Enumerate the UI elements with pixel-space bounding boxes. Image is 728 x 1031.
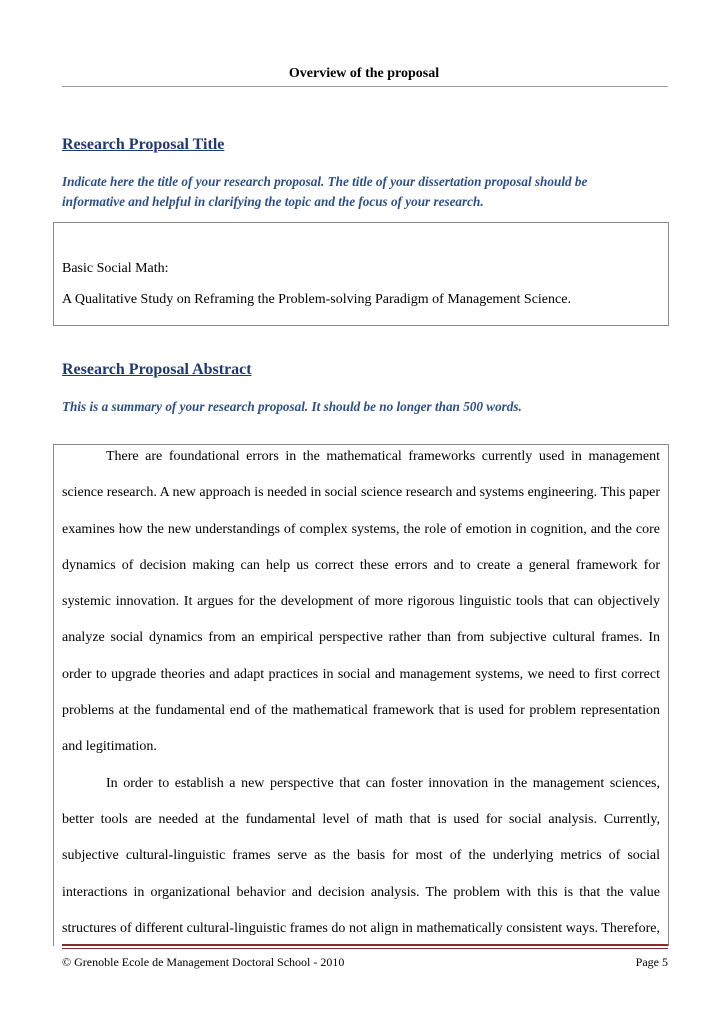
abstract-instruction: This is a summary of your research proposal. It should be no longer than 500 words. <box>62 399 522 414</box>
proposal-title-line1: Basic Social Math: <box>62 261 169 276</box>
abstract-paragraph-1: There are foundational errors in the mathematical frameworks currently used in management science research. A new approach is needed in social science research and systems engineering. This paper examines how the new understandings of complex systems, the role of emotion in cognition, and the core dynamics of decision making can help us correct these errors and to create a general framework for systemic innovation. It argues for the development of more rigorous linguistic tools that can objectively analyze social dynamics from an empirical perspective rather than from subjective cultural frames. In order to upgrade theories and adapt practices in social and management systems, we need to first correct problems at the fundamental end of the mathematical framework that is used for problem representation and legitimation. <box>62 449 660 755</box>
title-instruction <box>62 172 668 212</box>
abstract-box <box>53 444 669 946</box>
header-divider <box>62 86 668 87</box>
footer-page-number: Page 5 <box>635 955 668 969</box>
proposal-title-line2: A Qualitative Study on Reframing the Problem-solving Paradigm of Management Science. <box>62 292 571 307</box>
proposal-title-box <box>53 222 669 326</box>
title-instruction-line2: informative and helpful in clarifying the topic and the focus of your research. <box>62 194 484 209</box>
abstract-text <box>62 444 660 946</box>
page-header-title: Overview of the proposal <box>288 66 440 81</box>
footer-divider <box>62 944 668 946</box>
title-instruction-line1: Indicate here the title of your research proposal. The title of your dissertation proposal should be <box>62 174 588 189</box>
footer-copyright: © Grenoble Ecole de Management Doctoral School - 2010 <box>62 955 345 969</box>
research-abstract-heading: Research Proposal Abstract <box>62 361 252 378</box>
research-title-heading: Research Proposal Title <box>62 136 225 153</box>
abstract-paragraph-2: In order to establish a new perspective that can foster innovation in the management sciences, better tools are needed at the fundamental level of math that is used for social analysis. Currently, subjective cultural-linguistic frames serve as the basis for most of the underlying metrics of social interactions in organizational behavior and decision analysis. The problem with this is that the value structures of different cultural-linguistic frames do not align in mathematically consistent ways. Therefore, <box>62 775 660 936</box>
footer-divider-thin <box>62 948 668 949</box>
